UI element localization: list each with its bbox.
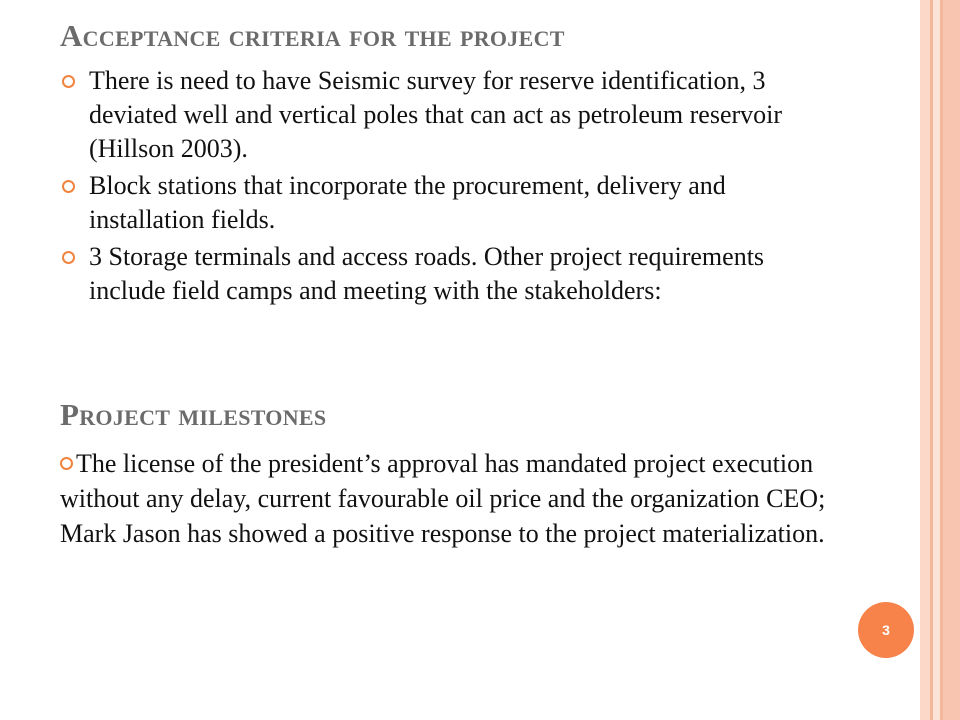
list-item (60, 240, 820, 308)
milestones-paragraph (60, 446, 830, 551)
list-item (60, 169, 820, 237)
project-milestones-heading: Project milestones (60, 397, 327, 432)
circle-bullet-icon (60, 457, 73, 470)
circle-bullet-icon (62, 180, 75, 193)
list-item (60, 64, 820, 166)
decorative-stripes (920, 0, 960, 720)
acceptance-criteria-list (60, 64, 820, 311)
page-number-badge: 3 (858, 602, 914, 658)
list-item-text: 3 Storage terminals and access roads. Other project requirements include field camps and meeting with the stakeholders: (89, 242, 765, 305)
list-item-text: There is need to have Seismic survey for reserve identification, 3 deviated well and vertical poles that can act as petroleum reservoir (Hillson 2003). (89, 66, 783, 163)
milestones-text: The license of the president’s approval has mandated project execution without any delay, current favourable oil price and the organization CEO; Mark Jason has showed a positive response to the project materialization. (60, 449, 826, 548)
circle-bullet-icon (62, 75, 75, 88)
circle-bullet-icon (62, 251, 75, 264)
list-item-text: Block stations that incorporate the procurement, delivery and installation fields. (89, 171, 726, 234)
acceptance-criteria-heading: Acceptance criteria for the project (60, 18, 565, 53)
